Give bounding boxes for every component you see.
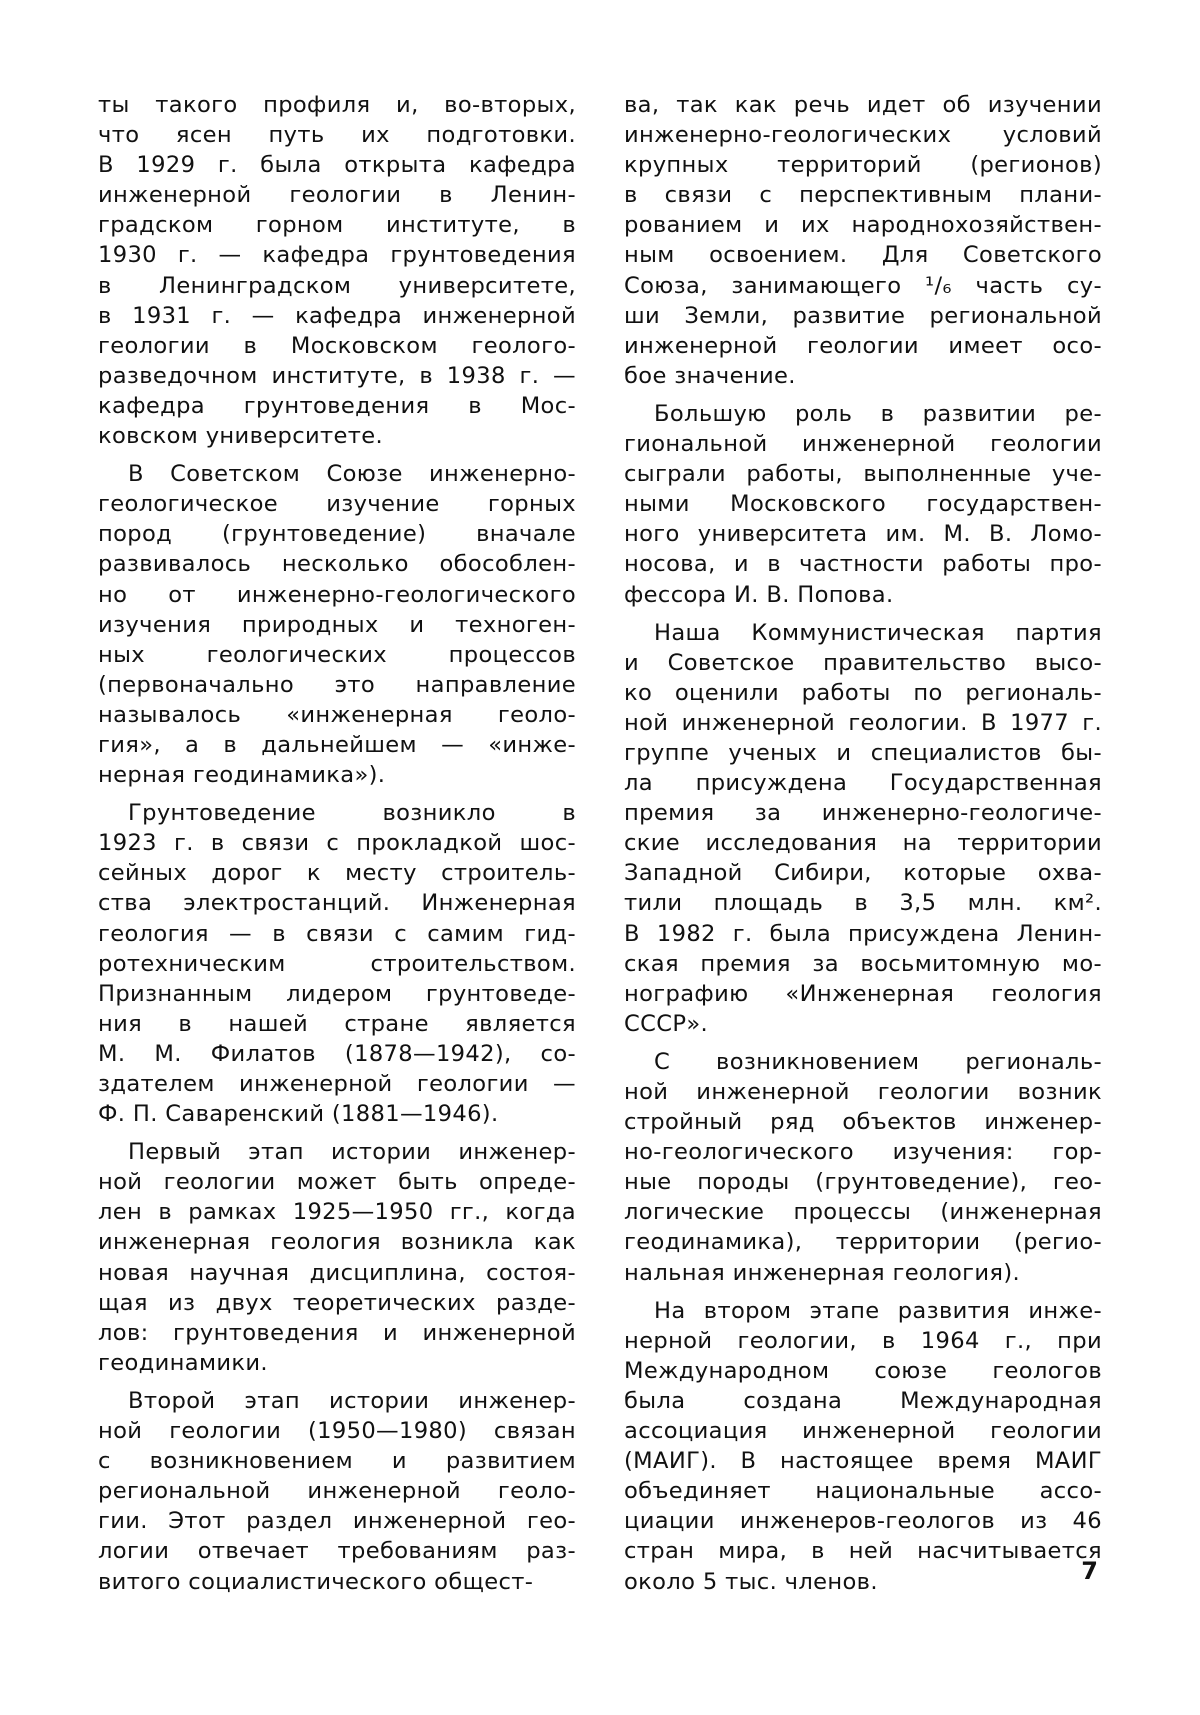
paragraph-gap [98,1129,576,1137]
text-line: здателем инженерной геологии — [98,1071,576,1097]
text-line: и Советское правительство высо- [624,649,1102,676]
text-line: инженерной геологии в Ленин- [98,182,576,209]
right-column [624,90,1102,1597]
text-line: инженерная геология возникла как [98,1229,576,1256]
text-line: ши Земли, развитие региональной [624,302,1102,329]
text-line: но от инженерно-геологического [98,581,576,608]
text-line: в 1931 г. — кафедра инженерной [98,302,576,329]
text-line: В Советском Союзе инженерно- [128,461,576,488]
text-line: На втором этапе развития инже- [654,1297,1102,1324]
text-line: логические процессы (инженерная [624,1199,1102,1226]
text-line: ных геологических процессов [98,641,576,668]
text-line: лен в рамках 1925—1950 гг., когда [98,1199,576,1226]
paragraph-gap [98,451,576,459]
text-line: нерная геодинамика»). [98,762,386,789]
left-column [98,90,576,1597]
text-line: ты такого профиля и, во-вторых, [98,92,576,118]
text-line: щая из двух теоретических разде- [98,1289,576,1316]
paragraph-gap [98,1378,576,1386]
text-line: Западной Сибири, которые охва- [624,860,1102,887]
text-line: премия за инженерно-геологиче- [624,800,1102,827]
text-line: кафедра грунтоведения в Мос- [98,392,576,419]
text-line: сейных дорог к месту строитель- [98,860,576,887]
text-line: М. М. Филатов (1878—1942), со- [98,1040,576,1067]
text-line: ной инженерной геологии возник [624,1079,1102,1105]
text-line: с возникновением и развитием [98,1448,576,1475]
text-line: циации инженеров-геологов из 46 [624,1508,1102,1535]
text-line: Второй этап истории инженер- [128,1387,576,1414]
text-line: ной инженерной геологии. В 1977 г. [624,709,1102,736]
paragraph [624,90,1102,391]
text-line: фессора И. В. Попова. [624,581,894,608]
text-line: ва, так как речь идет об изучении [624,92,1102,118]
text-line: гия», а в дальнейшем — «инже- [98,731,576,758]
text-line: ния в нашей стране является [98,1010,576,1037]
text-line: сыграли работы, выполненные уче- [624,461,1102,488]
text-line: называлось «инженерная геоло- [98,701,576,728]
text-line: В 1982 г. была присуждена Ленин- [624,920,1102,947]
text-line: крупных территорий (регионов) [624,152,1102,179]
text-line: Союза, занимающего ¹/₆ часть су- [624,272,1102,299]
paragraph-gap [624,610,1102,618]
text-line: около 5 тыс. членов. [624,1568,878,1595]
text-line: лов: грунтоведения и инженерной [98,1319,576,1346]
text-line: (первоначально это направление [98,671,576,698]
page-number: 7 [1081,1557,1098,1585]
text-line: Грунтоведение возникло в [128,800,576,827]
text-line: гии. Этот раздел инженерной гео- [98,1508,576,1535]
text-line: разведочном институте, в 1938 г. — [98,362,576,389]
text-line: тили площадь в 3,5 млн. км². [624,890,1102,917]
text-line: ные породы (грунтоведение), гео- [624,1169,1102,1196]
paragraph-gap [624,1288,1102,1296]
text-line: ротехническим строительством. [98,950,576,977]
paragraph [98,798,576,1129]
text-line: геодинамика), территории (регио- [624,1229,1102,1256]
text-line: нографию «Инженерная геология [624,980,1102,1007]
text-line: ковском университете. [98,423,384,450]
text-line: объединяет национальные ассо- [624,1478,1102,1505]
text-line: нерной геологии, в 1964 г., при [624,1327,1102,1354]
text-line: новая научная дисциплина, состоя- [98,1259,576,1286]
text-line: ассоциация инженерной геологии [624,1418,1102,1445]
paragraph [624,1047,1102,1288]
text-line: что ясен путь их подготовки. [98,122,576,149]
paragraph [98,1137,576,1378]
text-line: гиональной инженерной геологии [624,431,1102,458]
text-line: в Ленинградском университете, [98,272,576,299]
text-line: геодинамики. [98,1349,268,1376]
text-line: геологии в Московском геолого- [98,332,576,359]
text-line: изучения природных и техноген- [98,611,576,638]
text-line: (МАИГ). В настоящее время МАИГ [624,1448,1102,1475]
paragraph-gap [98,790,576,798]
paragraph-gap [624,391,1102,399]
text-line: Международном союзе геологов [624,1357,1102,1384]
text-line: ным освоением. Для Советского [624,242,1102,269]
text-line: рованием и их народнохозяйствен- [624,212,1102,239]
text-line: ская премия за восьмитомную мо- [624,950,1102,977]
text-line: витого социалистического общест- [98,1568,534,1595]
text-line: в связи с перспективным плани- [624,182,1102,209]
text-line: развивалось несколько обособлен- [98,551,576,578]
text-line: инженерной геологии имеет осо- [624,332,1102,359]
text-line: нальная инженерная геология). [624,1259,1021,1286]
paragraph [624,1296,1102,1597]
paragraph [98,90,576,451]
text-line: геология — в связи с самим гид- [98,920,576,947]
text-line: но-геологического изучения: гор- [624,1139,1102,1166]
text-line: С возникновением региональ- [654,1048,1102,1075]
text-line: ства электростанций. Инженерная [98,890,576,917]
paragraph [98,1386,576,1597]
text-line: была создана Международная [624,1387,1102,1414]
text-line: 1923 г. в связи с прокладкой шос- [98,830,576,857]
text-line: ными Московского государствен- [624,491,1102,518]
paragraph-gap [624,1039,1102,1047]
text-line: инженерно-геологических условий [624,122,1102,149]
text-line: В 1929 г. была открыта кафедра [98,152,576,179]
text-line: ские исследования на территории [624,830,1102,857]
text-line: стройный ряд объектов инженер- [624,1109,1102,1136]
text-line: ной геологии (1950—1980) связан [98,1418,576,1445]
text-line: Первый этап истории инженер- [128,1139,576,1166]
text-line: Наша Коммунистическая партия [654,619,1102,646]
text-line: группе ученых и специалистов бы- [624,739,1102,766]
text-line: Признанным лидером грунтоведе- [98,980,576,1007]
text-line: ко оценили работы по региональ- [624,679,1102,706]
text-line: ного университета им. М. В. Ломо- [624,521,1102,548]
paragraph [624,618,1102,1039]
paragraph [624,399,1102,610]
text-line: Большую роль в развитии ре- [654,400,1102,427]
text-line: бое значение. [624,362,796,389]
text-line: пород (грунтоведение) вначале [98,521,576,548]
text-line: логии отвечает требованиям раз- [98,1538,576,1565]
text-line: градском горном институте, в [98,212,576,239]
text-line: стран мира, в ней насчитывается [624,1538,1102,1565]
text-line: Ф. П. Саваренский (1881—1946). [98,1101,499,1128]
text-line: региональной инженерной геоло- [98,1478,576,1505]
text-line: СССР». [624,1010,709,1037]
text-line: носова, и в частности работы про- [624,551,1102,578]
text-line: 1930 г. — кафедра грунтоведения [98,242,576,269]
paragraph [98,459,576,790]
text-line: ной геологии может быть опреде- [98,1169,576,1196]
text-line: геологическое изучение горных [98,491,576,518]
text-line: ла присуждена Государственная [624,770,1102,797]
